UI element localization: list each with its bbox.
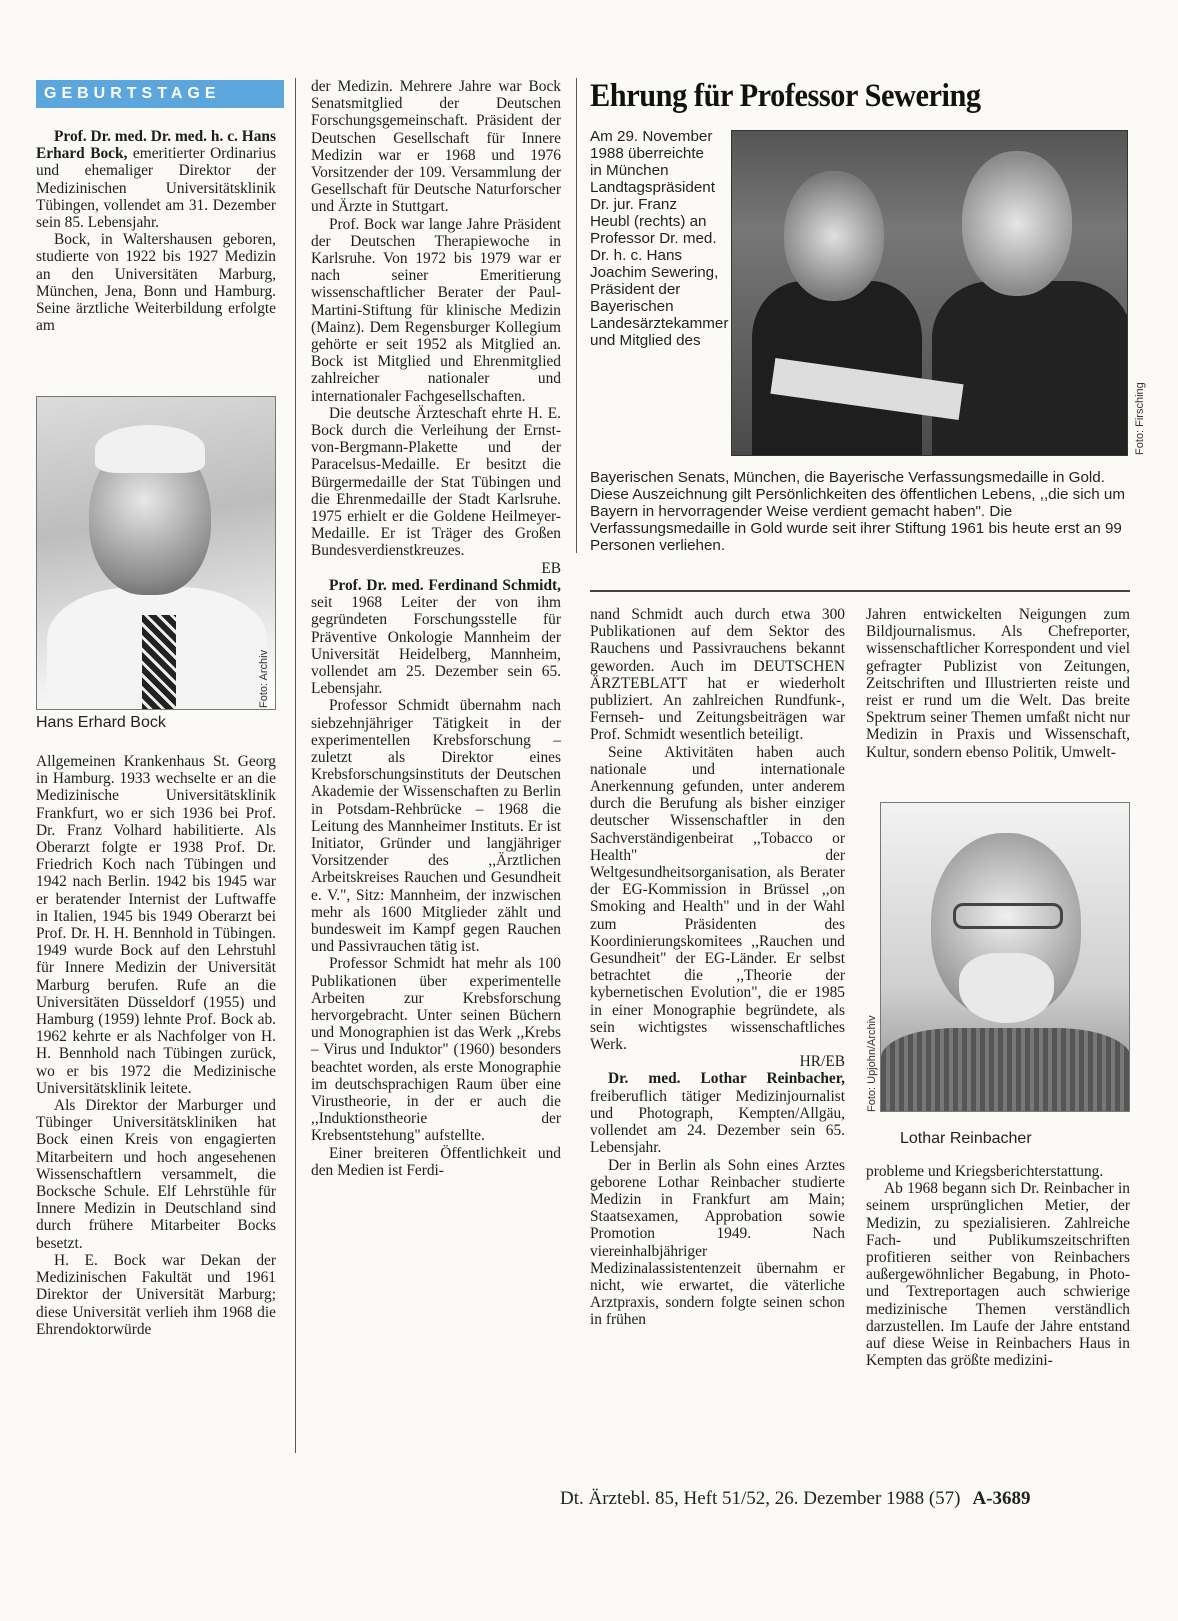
photo-caption: Hans Erhard Bock [36, 714, 166, 731]
photo-lothar-reinbacher [880, 802, 1130, 1112]
section-divider [590, 590, 1130, 592]
author-signature: EB [541, 559, 561, 577]
schmidt-paragraph: nand Schmidt auch durch etwa 300 Publikationen auf dem Sektor des Rauchens und Passivrauchens bekannt geworden. Auch im DEUTSCHEN ÄRZTEBLATT hat er wiederholt publiziert. An zahlreichen Rundfunk-, Fernseh- und Zeitungsbeiträgen war Prof. Schmidt wesentlich beteiligt. [590, 606, 845, 744]
reinbacher-paragraph: Jahren entwickelten Neigungen zum Bildjournalismus. Als Chefreporter, wissenschaftlicher Korrespondent und viel gefragter Publizist von Zeitungen, Zeitschriften und Illustrierten reiste und reist er rund um die Welt. Das breite Spektrum seiner Themen umfaßt nicht nur Medizin in Praxis und Wissenschaft, Kultur, sondern ebenso Politik, Umwelt- [866, 606, 1130, 761]
schmidt-intro: seit 1968 Leiter der von ihm gegründeten Forschungsstelle für Präventive Onkologie Mannheim der Universität Heidelberg, Mannheim, vollendet am 25. Dezember sein 65. Lebensjahr. [311, 594, 561, 698]
schmidt-name: Prof. Dr. med. Ferdinand Schmidt, [329, 576, 561, 594]
photo-credit: Foto: Upjohn/Archiv [866, 1015, 878, 1112]
article-bock-part1 [36, 128, 276, 334]
bock-paragraph: Allgemeinen Krankenhaus St. Georg in Hamburg. 1933 wechselte er an die Medizinische Universitätsklinik Frankfurt, wo er sich 1936 bei Prof. Dr. Franz Volhard habilitierte. Als Oberarzt folgte er 1938 Prof. Dr. Friedrich Koch nach Tübingen und 1942 nach Berlin. 1942 bis 1945 war er beratender Internist der Luftwaffe in Italien, 1945 bis 1949 Oberarzt bei Prof. Dr. H. H. Bennhold in Tübingen. 1949 wurde Bock auf den Lehrstuhl für Innere Medizin der Universität Marburg berufen. Rufe an die Universitäten Düsseldorf (1955) und Hamburg (1959) lehnte Prof. Bock ab. 1962 kehrte er als Nachfolger von H. H. Bennhold nach Tübingen zurück, wo er bis 1972 die Medizinische Universitätsklinik leitete. [36, 753, 276, 1097]
citation: Dt. Ärztebl. 85, Heft 51/52, 26. Dezember 1988 (57) [560, 1488, 961, 1509]
bock-paragraph: der Medizin. Mehrere Jahre war Bock Senatsmitglied der Deutschen Forschungsgemeinschaft. Präsident der Deutschen Gesellschaft für Innere Medizin war er 1968 und 1976 Vorsitzender der 109. Versammlung der Gesellschaft für Deutsche Naturforscher und Ärzte in Stuttgart. [311, 78, 561, 216]
bock-name: Prof. Dr. med. Dr. med. h. c. Hans Erhard Bock, [36, 128, 276, 163]
reinbacher-paragraph: Ab 1968 begann sich Dr. Reinbacher in seinem ursprünglichen Metier, der Medizin, zu spezialisieren. Zahlreiche Fach- und Publikumszeitschriften profitieren seither von Reinbachers außergewöhnlicher Begabung, in Photo- und Textreportagen auch schwierige medizinische Themen verständlich darzustellen. Im Laufe der Jahre entstand auf diese Weise in Reinbachers Haus in Kempten das größte medizini- [866, 1180, 1130, 1370]
schmidt-paragraph: Einer breiteren Öffentlichkeit und den Medien ist Ferdi- [311, 1144, 561, 1179]
column-rule [576, 78, 577, 553]
bock-intro: emeritierter Ordinarius und ehemaliger Direktor der Medizinischen Universitätsklinik Tübingen, vollendet am 31. Dezember sein 85. Lebensjahr. [36, 145, 277, 232]
article-column-3 [590, 606, 845, 1329]
page-footer [560, 1488, 1031, 1510]
schmidt-paragraph: Professor Schmidt übernahm nach siebzehnjähriger Tätigkeit in der experimentellen Krebsforschung – zuletzt als Direktor eines Krebsforschungsinstituts der Deutschen Akademie der Wissenschaften zu Berlin in Potsdam-Rehbrücke – 1968 die Leitung des Mannheimer Instituts. Er ist Initiator, Gründer und langjähriger Vorsitzender des ,,Ärztlichen Arbeitskreises Rauchen und Gesundheit e. V.", Sitz: Mannheim, der inzwischen mehr als 1600 Mitglieder zählt und bundesweit im Kampf gegen Rauchen und Passivrauchen tätig ist. [311, 697, 561, 956]
reinbacher-name: Dr. med. Lothar Reinbacher, [608, 1070, 845, 1088]
photo-credit: Foto: Archiv [258, 649, 270, 708]
section-badge: GEBURTSTAGE [36, 80, 284, 108]
article-column-2 [311, 78, 561, 1179]
bock-paragraph: Die deutsche Ärzteschaft ehrte H. E. Bock durch die Verleihung der Ernst-von-Bergmann-Plakette und der Paracelsus-Medaille. Er besitzt die Bürgermedaille der Stat Tübingen und die Ehrenmedaille der Stadt Karlsruhe. 1975 erhielt er die Goldene Heilmeyer-Medaille. Er ist Träger des Großen Bundesverdienstkreuzes. [311, 404, 561, 560]
author-signature: HR/EB [799, 1053, 845, 1071]
schmidt-paragraph: Seine Aktivitäten haben auch nationale und internationale Anerkennung gefunden, unter anderem durch die Berufung als bisher einziger deutscher Wissenschaftler in den Sachverständigenbeirat ,,Tobacco or Health" der Weltgesundheitsorganisation, als Berater der EG-Kommission in Brüssel ,,on Smoking and Health" und in der Wahl zum Präsidenten des Koordinierungskomitees ,,Rauchen und Gesundheit" der EG-Länder. Er selbst betrachtet die ,,Theorie der kybernetischen Evolution", die er 1985 in einer Monographie begründete, als sein wichtigstes wissenschaftliches Werk. [590, 743, 845, 1054]
column-rule [295, 78, 296, 1453]
ehrung-text-narrow: Am 29. November 1988 überreichte in München Landtagspräsident Dr. jur. Franz Heubl (rechts) an Professor Dr. med. Dr. h. c. Hans Joachim Sewering, Präsident der Bayerischen Landesärztekammer und Mitglied des [590, 128, 729, 349]
headline-ehrung: Ehrung für Professor Sewering [590, 78, 981, 114]
photo-hans-erhard-bock [36, 396, 276, 710]
ehrung-text-wide: Bayerischen Senats, München, die Bayerische Verfassungsmedaille in Gold. Diese Auszeichnung gilt Persönlichkeiten des öffentlichen Lebens, ,,die sich um Bayern in hervorragender Weise verdient gemacht haben". Die Verfassungsmedaille in Gold wurde seit ihrer Stiftung 1961 bis heute erst an 99 Personen verliehen. [590, 469, 1125, 554]
photo-credit: Foto: Firsching [1134, 382, 1146, 455]
photo-sewering-heubl [731, 130, 1128, 456]
bock-paragraph: H. E. Bock war Dekan der Medizinischen Fakultät und 1961 Direktor der Universität Marburg; diese Universität verlieh ihm 1968 die Ehrendoktorwürde [36, 1251, 276, 1338]
photo-caption: Lothar Reinbacher [900, 1130, 1032, 1147]
bock-paragraph: Prof. Bock war lange Jahre Präsident der Deutschen Therapiewoche in Karlsruhe. Von 1972 bis 1979 war er nach seiner Emeritierung wissenschaftlicher Berater der Paul-Martini-Stiftung für klinische Medizin (Mainz). Dem Regensburger Kollegium gehörte er seit 1952 als Mitglied an. Bock ist Mitglied und Ehrenmitglied zahlreicher nationaler und internationaler Fachgesellschaften. [311, 215, 561, 405]
article-column-4-bottom [866, 1163, 1130, 1369]
reinbacher-paragraph: probleme und Kriegsberichterstattung. [866, 1163, 1104, 1180]
schmidt-paragraph: Professor Schmidt hat mehr als 100 Publikationen über experimentelle Arbeiten zur Krebsforschung hervorgebracht. Unter seinen Büchern und Monographien ist das Werk ,,Krebs – Virus und Induktor" (1960) besonders beachtet worden, als erste Monographie im deutschsprachigen Raum über eine Virustheorie, in der er auch die ,,Induktionstheorie der Krebsentstehung" aufstellte. [311, 955, 561, 1145]
page-number: A-3689 [972, 1488, 1031, 1509]
bock-paragraph: Bock, in Waltershausen geboren, studierte von 1922 bis 1927 Medizin an den Universitäten Marburg, München, Jena, Bonn und Hamburg. Seine ärztliche Weiterbildung erfolgte am [36, 231, 276, 335]
reinbacher-intro: freiberuflich tätiger Medizinjournalist und Photograph, Kempten/Allgäu, vollendet am 24. Dezember sein 65. Lebensjahr. [590, 1087, 845, 1157]
article-column-4-top [866, 606, 1130, 761]
reinbacher-paragraph: Der in Berlin als Sohn eines Arztes geborene Lothar Reinbacher studierte Medizin in Frankfurt am Main; Staatsexamen, Approbation sowie Promotion 1949. Nach viereinhalbjähriger Medizinalassistentenzeit übernahm er nicht, wie erwartet, die väterliche Arztpraxis, sondern folgte seinen schon in frühen [590, 1156, 845, 1329]
article-bock-part2 [36, 753, 276, 1338]
bock-paragraph: Als Direktor der Marburger und Tübinger Universitätskliniken hat Bock einen Kreis von engagierten Mitarbeitern und hoch angesehenen Wissenschaftlern versammelt, die Bocksche Schule. Elf Lehrstühle für Innere Medizin in Deutschland sind durch frühere Mitarbeiter Bocks besetzt. [36, 1097, 276, 1252]
